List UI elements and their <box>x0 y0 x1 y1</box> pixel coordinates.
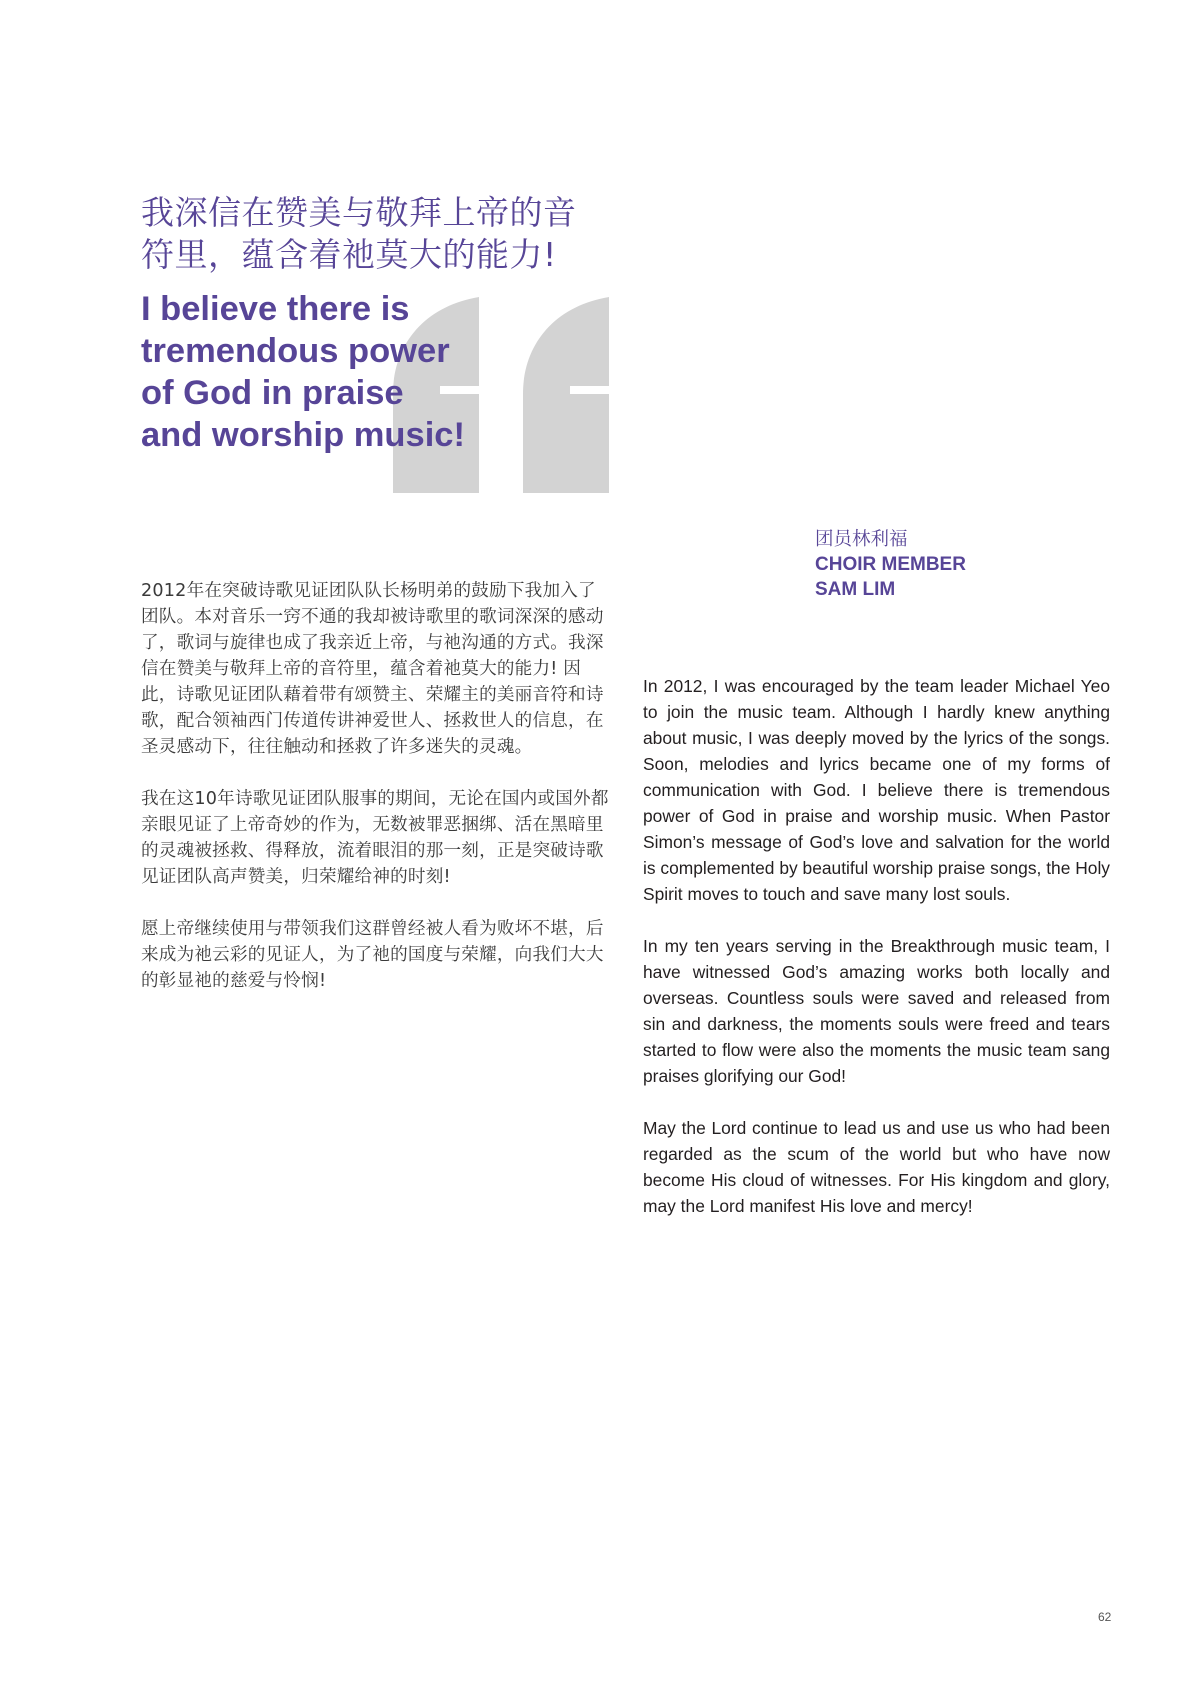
page-number: 62 <box>1098 1610 1112 1624</box>
author-name-chinese: 团员林利福 <box>815 529 908 550</box>
testimony-en-paragraph: In my ten years serving in the Breakthrough music team, I have witnessed God’s amazing works both locally and overseas. Countless souls were saved and released from sin and darkness, the moments souls were freed and tears started to flow were also the moments the music team sang praises glorifying our God! <box>643 936 1110 1086</box>
quote-heading-en-line: I believe there is <box>141 290 410 328</box>
quote-heading-en-line: and worship music! <box>141 416 465 454</box>
testimony-cn-paragraph: 我在这10年诗歌见证团队服事的期间，无论在国内或国外都亲眼见证了上帝奇妙的作为，无数被罪恶捆绑、活在黑暗里的灵魂被拯救、得释放，流着眼泪的那一刻，正是突破诗歌见证团队高声赞美，归荣耀给神的时刻! <box>141 789 609 887</box>
testimony-cn-paragraph: 愿上帝继续使用与带领我们这群曾经被人看为败坏不堪，后来成为祂云彩的见证人，为了祂的国度与荣耀，向我们大大的彰显祂的慈爱与怜悯! <box>141 919 604 991</box>
author-role: CHOIR MEMBER <box>815 554 966 575</box>
quote-heading-chinese <box>141 192 621 276</box>
testimony-english <box>643 673 1110 1245</box>
quote-heading-cn-line: 符里，蕴含着祂莫大的能力! <box>141 235 557 274</box>
author-byline <box>815 527 1075 602</box>
testimony-cn-paragraph: 2012年在突破诗歌见证团队队长杨明弟的鼓励下我加入了团队。本对音乐一窍不通的我却被诗歌里的歌词深深的感动了，歌词与旋律也成了我亲近上帝，与祂沟通的方式。我深信在赞美与敬拜上帝的音符里，蕴含着祂莫大的能力! 因此，诗歌见证团队藉着带有颂赞主、荣耀主的美丽音符和诗歌，配合领袖西门传道传讲神爱世人、拯救世人的信息，在圣灵感动下，往往触动和拯救了许多迷失的灵魂。 <box>141 581 604 757</box>
author-name-english: SAM LIM <box>815 579 896 600</box>
testimony-en-paragraph: In 2012, I was encouraged by the team leader Michael Yeo to join the music team. Although I hardly knew anything about music, I was deeply moved by the lyrics of the songs. Soon, melodies and lyrics became one of my forms of communication with God. I believe there is tremendous power of God in praise and worship music. When Pastor Simon’s message of God’s love and salvation for the world is complemented by beautiful worship praise songs, the Holy Spirit moves to touch and save many lost souls. <box>643 676 1110 904</box>
testimony-en-paragraph: May the Lord continue to lead us and use us who had been regarded as the scum of the world but who have now become His cloud of witnesses. For His kingdom and glory, may the Lord manifest His love and mercy! <box>643 1118 1110 1216</box>
quote-heading-en-line: tremendous power <box>141 332 450 370</box>
testimony-chinese <box>141 578 611 1020</box>
quote-heading-en-line: of God in praise <box>141 374 404 412</box>
quote-heading-english <box>141 288 561 456</box>
quote-heading-cn-line: 我深信在赞美与敬拜上帝的音 <box>141 193 577 232</box>
